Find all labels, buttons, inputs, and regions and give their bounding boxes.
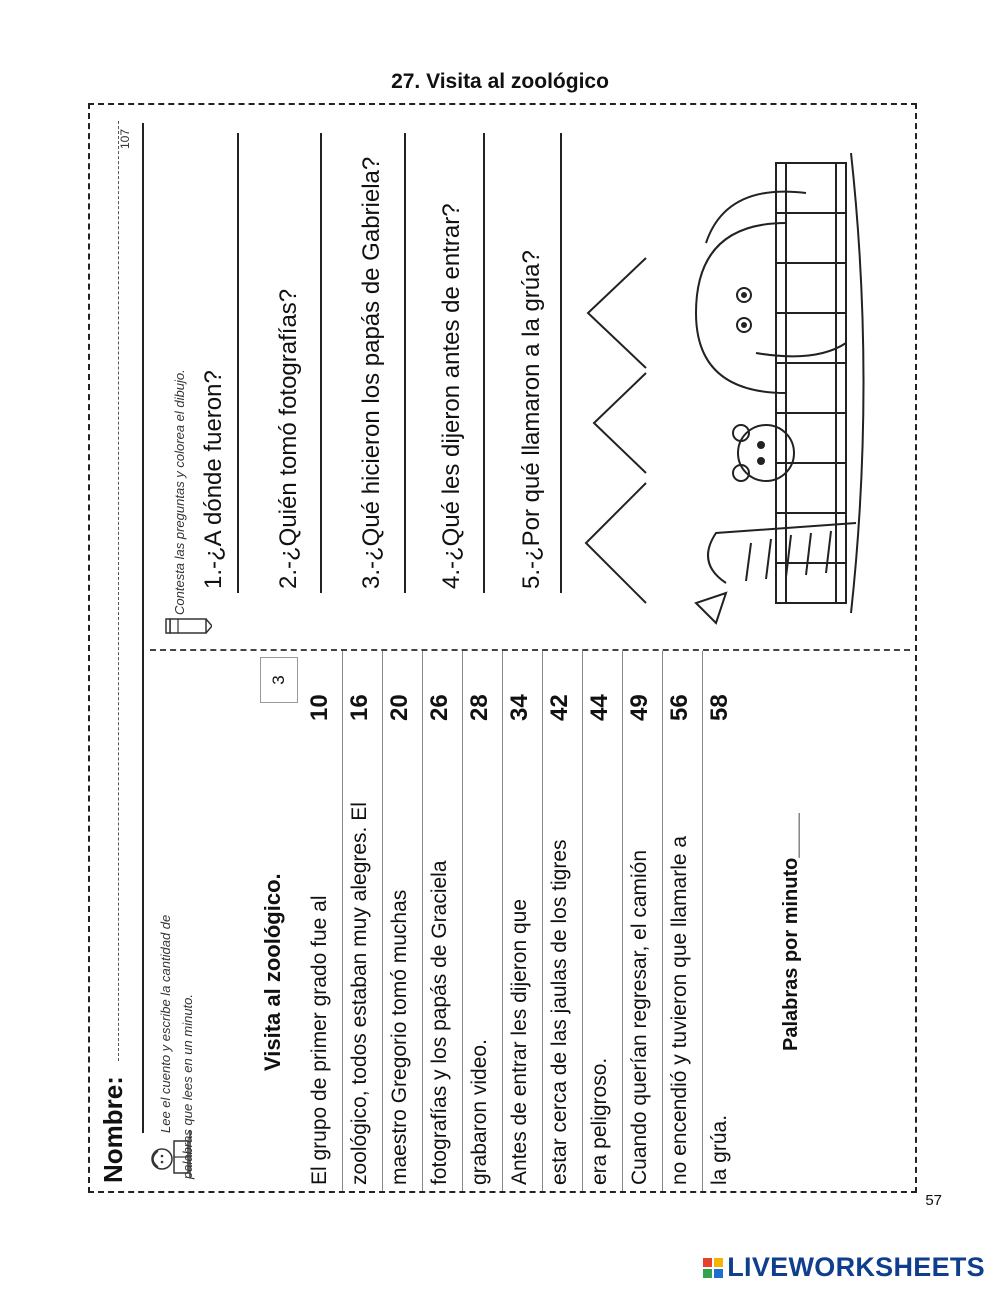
answer-line-3[interactable] xyxy=(404,133,406,593)
story-line: Antes de entrar les dijeron que xyxy=(508,898,531,1185)
answer-line-5[interactable] xyxy=(560,133,562,593)
story-line: era peligroso. xyxy=(588,1057,611,1185)
worksheet-rotated xyxy=(90,105,915,1191)
line-rule xyxy=(702,651,703,1191)
logo-icon xyxy=(703,1258,723,1278)
column-divider xyxy=(150,649,910,651)
zoo-animals-drawing[interactable] xyxy=(576,153,876,643)
story-line: no encendió y tuvieron que llamarle a xyxy=(668,835,691,1185)
inner-page-number: 107 xyxy=(118,128,132,149)
brand-name: LIVEWORKSHEETS xyxy=(727,1252,985,1282)
word-count: 28 xyxy=(466,694,493,721)
title-word-count: 3 xyxy=(260,657,298,703)
story-line: maestro Gregorio tomó muchas xyxy=(388,889,411,1185)
question-2: 2.-¿Quién tomó fotografías? xyxy=(275,288,302,589)
story-title: Visita al zoológico. xyxy=(260,873,285,1071)
story-line: fotografías y los papás de Graciela xyxy=(428,860,451,1185)
answer-line-4[interactable] xyxy=(483,133,485,593)
line-rule xyxy=(582,651,583,1191)
header-divider xyxy=(142,123,144,1133)
word-count: 26 xyxy=(426,694,453,721)
story-line: estar cerca de las jaulas de los tigres xyxy=(548,839,571,1185)
questions-instruction: Contesta las preguntas y colorea el dibujo. xyxy=(172,369,187,615)
story-line: zoológico, todos estaban muy alegres. El xyxy=(348,802,371,1185)
word-count: 16 xyxy=(346,694,373,721)
word-count: 44 xyxy=(586,694,613,721)
page-number: 57 xyxy=(925,1192,942,1209)
words-per-minute-label[interactable]: Palabras por minuto____ xyxy=(780,813,802,1051)
word-count: 58 xyxy=(706,694,733,721)
word-count: 10 xyxy=(306,694,333,721)
word-count: 34 xyxy=(506,694,533,721)
question-1: 1.-¿A dónde fueron? xyxy=(200,370,227,589)
line-rule xyxy=(382,651,383,1191)
word-count: 56 xyxy=(666,694,693,721)
line-rule xyxy=(502,651,503,1191)
question-3: 3.-¿Qué hicieron los papás de Gabriela? xyxy=(358,156,385,589)
line-rule xyxy=(542,651,543,1191)
answer-line-2[interactable] xyxy=(320,133,322,593)
worksheet-content xyxy=(90,105,915,1191)
line-rule xyxy=(422,651,423,1191)
word-count: 42 xyxy=(546,694,573,721)
name-field[interactable] xyxy=(118,121,119,1061)
question-4: 4.-¿Qué les dijeron antes de entrar? xyxy=(438,203,465,589)
story-line: El grupo de primer grado fue al xyxy=(308,895,331,1185)
reading-instruction-line-1: Lee el cuento y escribe la cantidad de xyxy=(158,914,173,1133)
page-title: 27. Visita al zoológico xyxy=(391,70,609,93)
reading-instruction-line-2: palabras que lees en un minuto. xyxy=(180,993,195,1179)
answer-line-1[interactable] xyxy=(237,133,239,593)
line-rule xyxy=(662,651,663,1191)
story-line: la grúa. xyxy=(708,1114,731,1185)
line-rule xyxy=(342,651,343,1191)
word-count: 20 xyxy=(386,694,413,721)
question-5: 5.-¿Por qué llamaron a la grúa? xyxy=(518,250,545,589)
line-rule xyxy=(622,651,623,1191)
name-label: Nombre: xyxy=(98,1076,128,1183)
story-line: grabaron video. xyxy=(468,1039,491,1185)
story-line: Cuando querían regresar, el camión xyxy=(628,849,651,1185)
pencil-icon xyxy=(164,611,212,641)
liveworksheets-logo[interactable] xyxy=(703,1252,985,1283)
word-count: 49 xyxy=(626,694,653,721)
line-rule xyxy=(462,651,463,1191)
